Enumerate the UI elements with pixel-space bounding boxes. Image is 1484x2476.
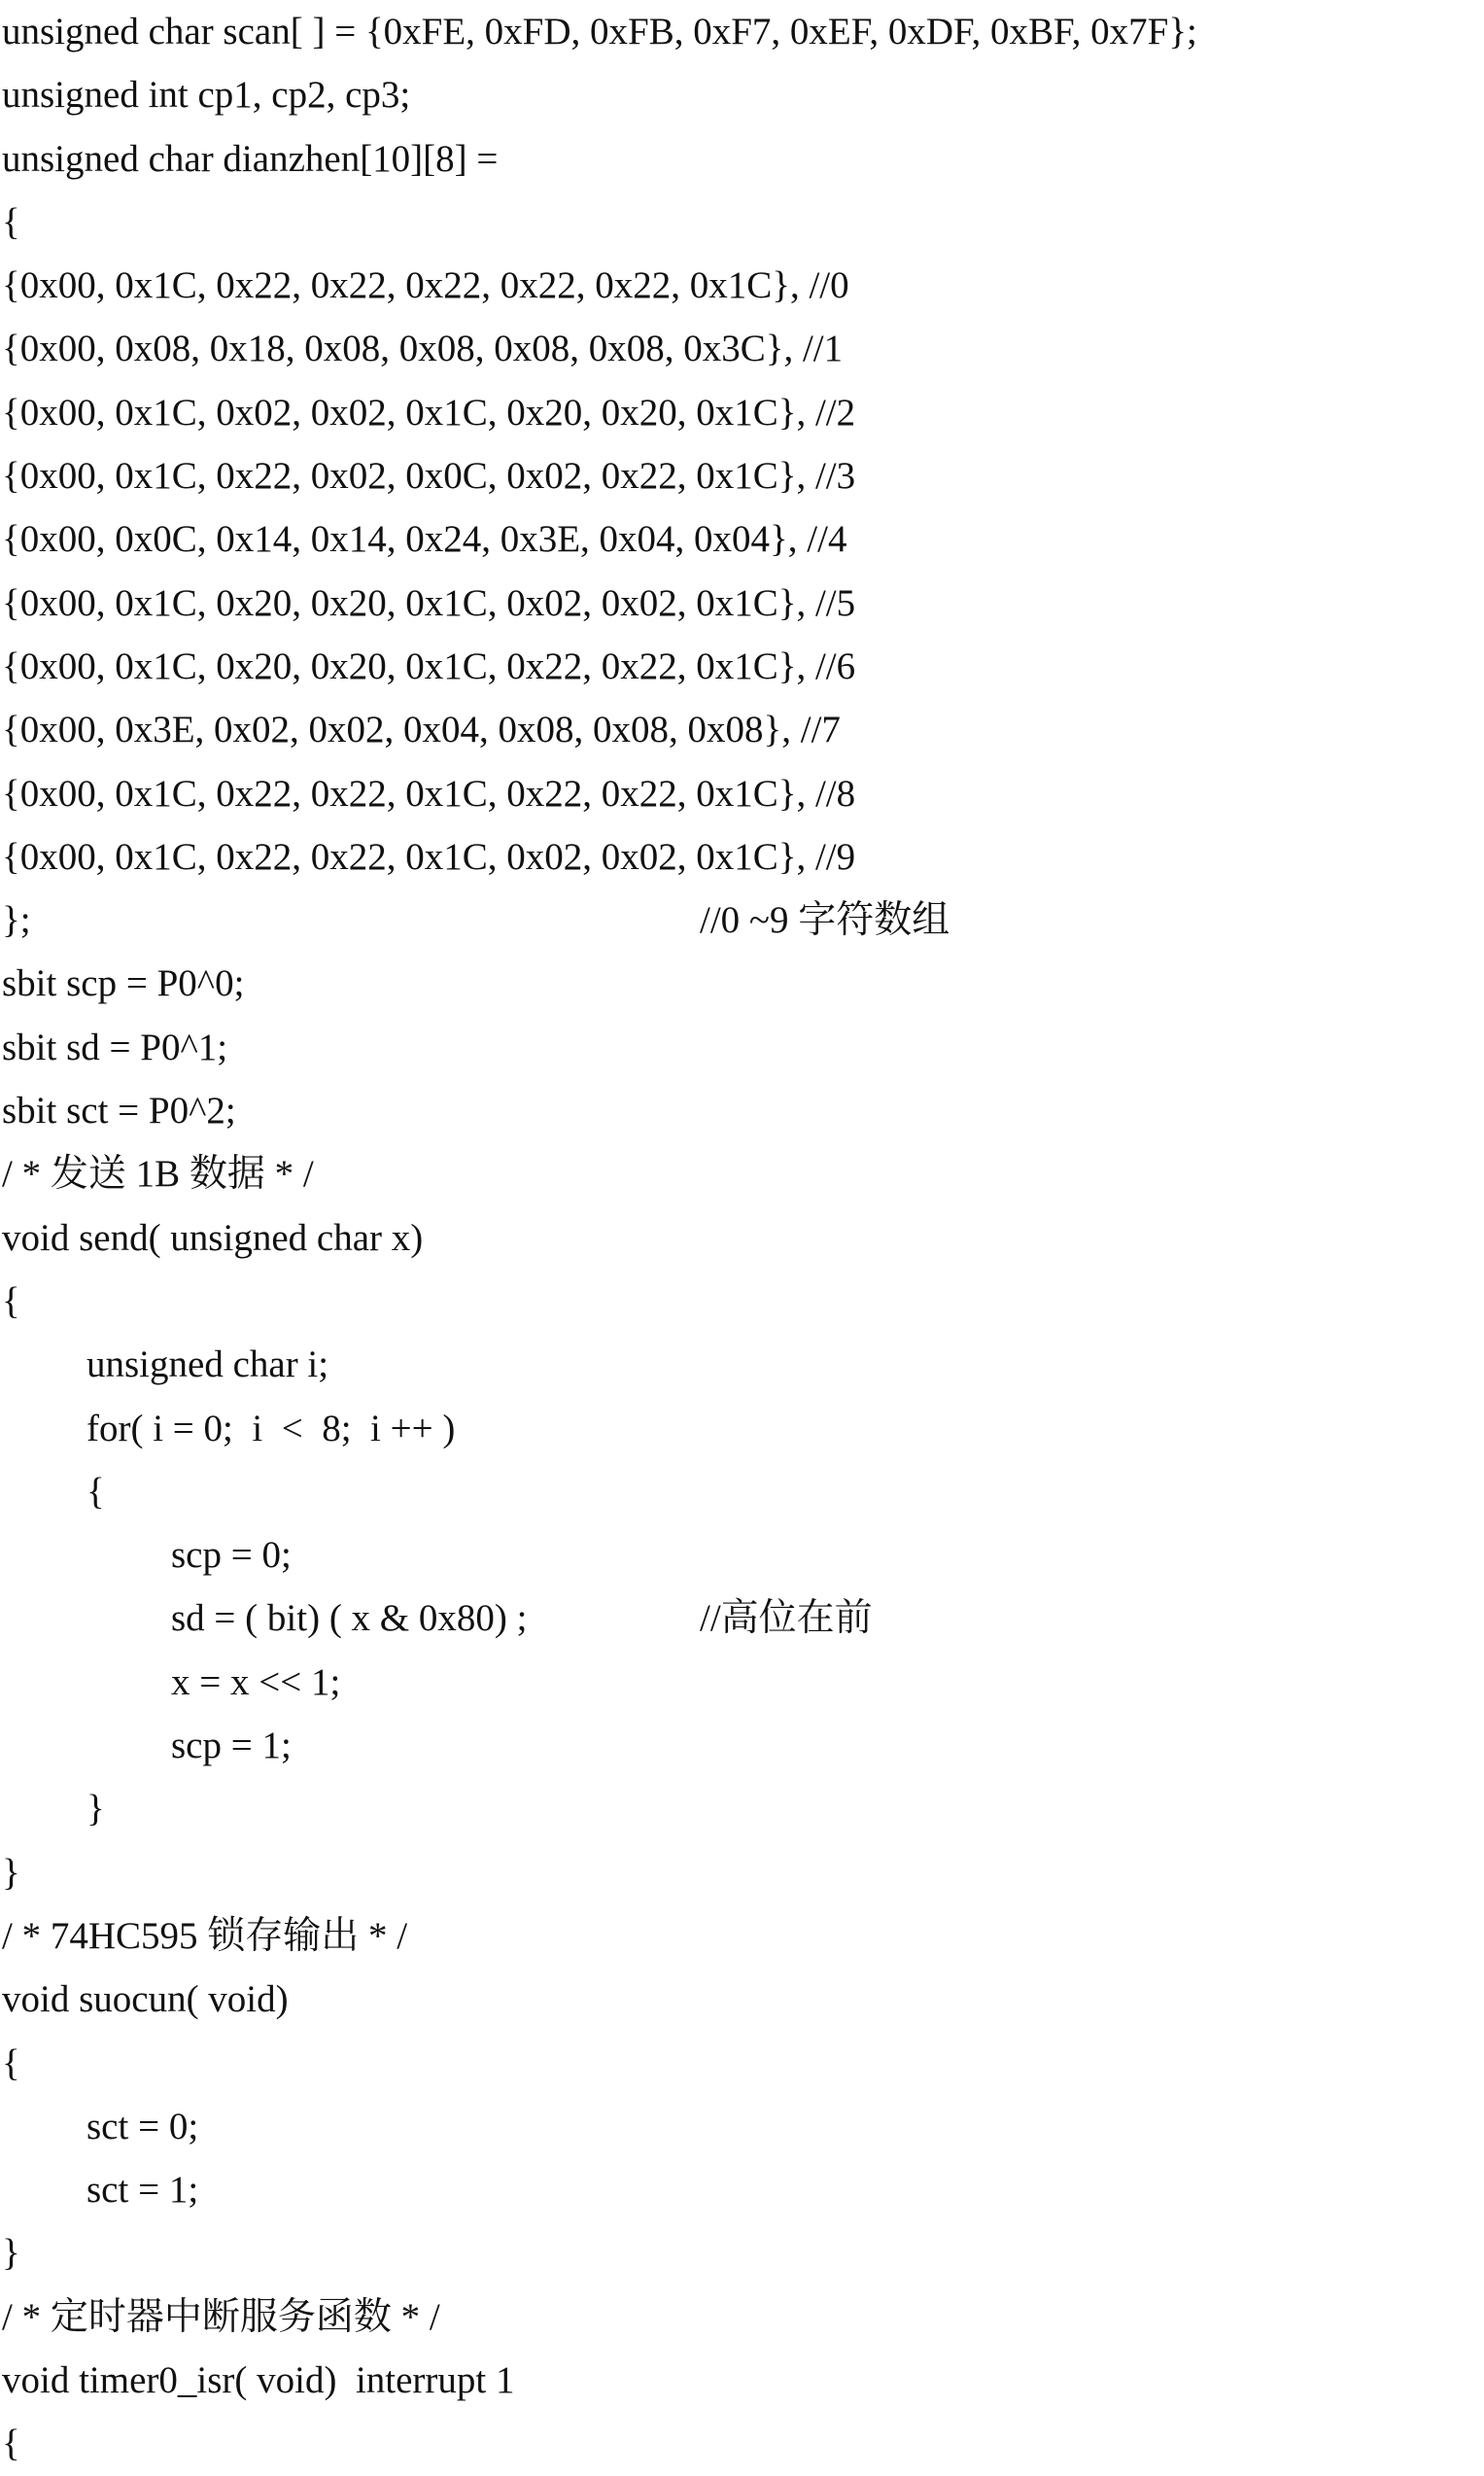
code-text: {0x00, 0x1C, 0x20, 0x20, 0x1C, 0x02, 0x02, 0x1C}, //5 <box>2 581 856 624</box>
code-text: void send( unsigned char x) <box>2 1216 424 1259</box>
code-text: / * 定时器中断服务函数 * / <box>2 2295 440 2338</box>
code-line <box>2 2349 1484 2412</box>
code-line <box>2 1841 1484 1904</box>
code-line <box>2 2285 1484 2349</box>
code-line <box>2 1142 1484 1205</box>
code-text: {0x00, 0x1C, 0x22, 0x22, 0x1C, 0x02, 0x02, 0x1C}, //9 <box>2 835 856 878</box>
code-text: scp = 0; <box>171 1534 292 1577</box>
code-line <box>2 317 1484 380</box>
code-comment: //高位在前 <box>700 1597 873 1640</box>
code-line <box>2 381 1484 444</box>
code-text: void timer0_isr( void) interrupt 1 <box>2 2358 515 2401</box>
code-text: {0x00, 0x0C, 0x14, 0x14, 0x24, 0x3E, 0x04, 0x04}, //4 <box>2 518 847 561</box>
code-comment: //0 ~9 字符数组 <box>700 899 950 942</box>
code-text: sbit scp = P0^0; <box>2 962 245 1005</box>
code-text: unsigned char scan[ ] = {0xFE, 0xFD, 0xFB, 0xF7, 0xEF, 0xDF, 0xBF, 0x7F}; <box>2 11 1197 52</box>
code-line <box>2 254 1484 317</box>
code-line <box>2 444 1484 507</box>
code-text: {0x00, 0x1C, 0x22, 0x22, 0x22, 0x22, 0x22, 0x1C}, //0 <box>2 264 849 307</box>
code-line <box>2 2032 1484 2095</box>
code-text: sct = 1; <box>86 2169 199 2212</box>
code-text: sct = 0; <box>86 2105 199 2147</box>
code-line <box>2 2095 1484 2158</box>
code-line <box>2 0 1484 63</box>
code-line <box>2 1206 1484 1270</box>
code-line <box>2 1460 1484 1523</box>
code-text: {0x00, 0x08, 0x18, 0x08, 0x08, 0x08, 0x08, 0x3C}, //1 <box>2 328 844 370</box>
code-text: unsigned char dianzhen[10][8] = <box>2 137 499 180</box>
code-text: void suocun( void) <box>2 1978 289 2021</box>
code-line <box>2 698 1484 761</box>
code-text: for( i = 0; i < 8; i ++ ) <box>86 1407 456 1449</box>
code-text: { <box>2 1279 20 1322</box>
code-line <box>2 1651 1484 1714</box>
code-line <box>2 127 1484 191</box>
code-line <box>2 825 1484 889</box>
code-text: unsigned char i; <box>86 1343 329 1386</box>
code-text: scp = 1; <box>171 1725 292 1767</box>
code-text: {0x00, 0x1C, 0x02, 0x02, 0x1C, 0x20, 0x20, 0x1C}, //2 <box>2 391 856 434</box>
code-text: {0x00, 0x3E, 0x02, 0x02, 0x04, 0x08, 0x08, 0x08}, //7 <box>2 709 841 751</box>
code-line <box>2 2158 1484 2221</box>
code-text: unsigned int cp1, cp2, cp3; <box>2 74 411 117</box>
code-line <box>2 2221 1484 2284</box>
code-line <box>2 952 1484 1015</box>
code-line <box>2 1270 1484 1333</box>
code-text: / * 74HC595 锁存输出 * / <box>2 1914 408 1957</box>
code-line <box>2 1714 1484 1777</box>
code-text: sbit sd = P0^1; <box>2 1026 228 1068</box>
code-text: { <box>86 1470 105 1513</box>
code-line <box>2 889 1484 952</box>
code-text: } <box>86 1788 105 1831</box>
code-line <box>2 1016 1484 1079</box>
code-line <box>2 1968 1484 2031</box>
code-text: { <box>2 2423 20 2465</box>
code-text: x = x << 1; <box>171 1660 341 1703</box>
code-text: { <box>2 200 20 243</box>
code-line <box>2 1904 1484 1968</box>
code-text: { <box>2 2041 20 2084</box>
code-text: / * 发送 1B 数据 * / <box>2 1153 314 1196</box>
code-line <box>2 1587 1484 1650</box>
code-text: } <box>2 2232 20 2275</box>
code-text: }; <box>2 899 31 942</box>
code-line <box>2 63 1484 126</box>
code-text: {0x00, 0x1C, 0x22, 0x02, 0x0C, 0x02, 0x22, 0x1C}, //3 <box>2 455 856 498</box>
code-line <box>2 507 1484 571</box>
code-text: {0x00, 0x1C, 0x22, 0x22, 0x1C, 0x22, 0x22, 0x1C}, //8 <box>2 772 856 815</box>
code-text: {0x00, 0x1C, 0x20, 0x20, 0x1C, 0x22, 0x22, 0x1C}, //6 <box>2 645 856 687</box>
code-line <box>2 1777 1484 1840</box>
code-line <box>2 762 1484 825</box>
code-text: sbit sct = P0^2; <box>2 1090 236 1133</box>
code-line <box>2 2412 1484 2475</box>
code-line <box>2 1333 1484 1396</box>
code-text: } <box>2 1851 20 1894</box>
code-line <box>2 1079 1484 1142</box>
code-line <box>2 1397 1484 1460</box>
code-line <box>2 635 1484 698</box>
code-line <box>2 191 1484 254</box>
code-line <box>2 1523 1484 1587</box>
code-text: sd = ( bit) ( x & 0x80) ; <box>171 1597 528 1640</box>
code-line <box>2 572 1484 635</box>
